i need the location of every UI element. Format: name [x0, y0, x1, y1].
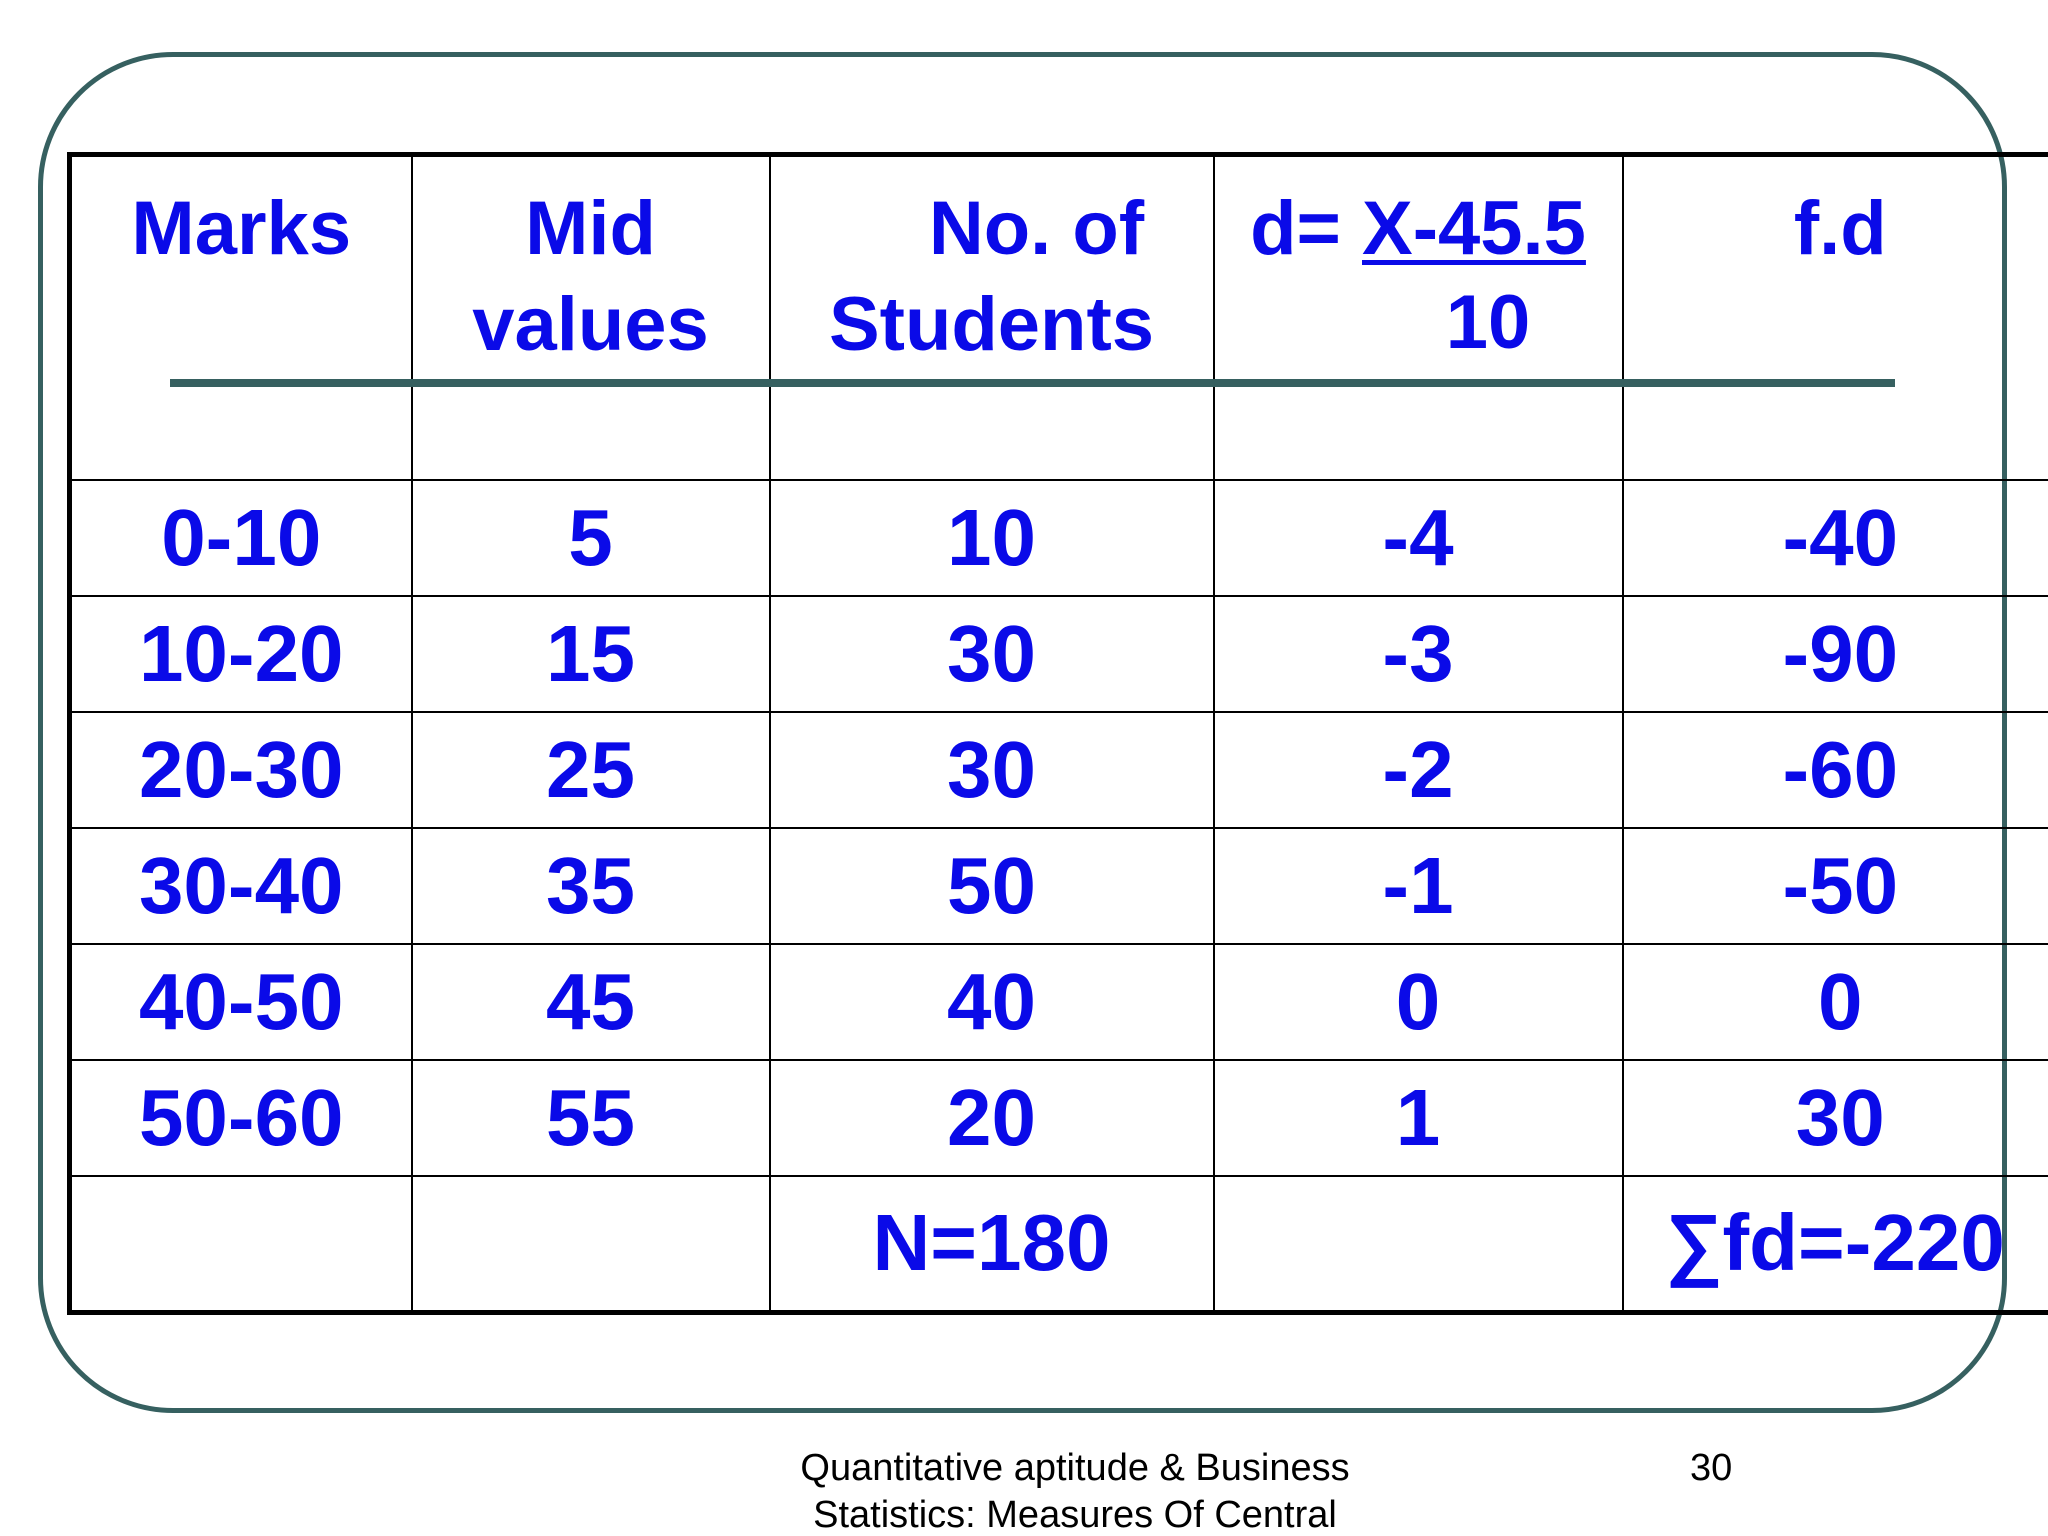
header-mid-values — [412, 155, 770, 480]
cell-empty — [412, 1176, 770, 1313]
cell-students: 50 — [770, 828, 1214, 944]
cell-fd: -50 — [1623, 828, 2048, 944]
cell-empty — [70, 1176, 412, 1313]
table-row — [70, 712, 2048, 828]
cell-students: 20 — [770, 1060, 1214, 1176]
header-d-formula — [1214, 155, 1623, 480]
cell-fd: 30 — [1623, 1060, 2048, 1176]
cell-marks: 50-60 — [70, 1060, 412, 1176]
header-marks — [70, 155, 412, 480]
cell-fd: -90 — [1623, 596, 2048, 712]
table-row — [70, 944, 2048, 1060]
cell-students: 30 — [770, 712, 1214, 828]
d-numerator: X-45.5 — [1362, 186, 1586, 271]
header-marks-label: Marks — [131, 186, 352, 271]
table-row — [70, 1060, 2048, 1176]
cell-d: 1 — [1214, 1060, 1623, 1176]
cell-mid-value: 5 — [412, 480, 770, 596]
page-number: 30 — [1690, 1447, 1733, 1489]
footer-caption — [760, 1445, 1390, 1536]
header-divider-rule — [170, 379, 1895, 387]
table-row — [70, 828, 2048, 944]
cell-fd: -40 — [1623, 480, 2048, 596]
cell-marks: 40-50 — [70, 944, 412, 1060]
cell-d: -1 — [1214, 828, 1623, 944]
cell-fd: -60 — [1623, 712, 2048, 828]
cell-students: 30 — [770, 596, 1214, 712]
footer-line1: Quantitative aptitude & Business — [800, 1447, 1350, 1489]
cell-mid-value: 35 — [412, 828, 770, 944]
cell-d: -2 — [1214, 712, 1623, 828]
header-fd-label: f.d — [1793, 186, 1887, 271]
d-prefix: d= — [1250, 186, 1362, 271]
header-mid-line2: values — [472, 282, 709, 367]
table-row — [70, 596, 2048, 712]
cell-mid-value: 45 — [412, 944, 770, 1060]
header-mid-line1: Mid — [525, 186, 656, 271]
d-denominator: 10 — [1445, 280, 1531, 365]
cell-mid-value: 55 — [412, 1060, 770, 1176]
header-students-line1: No. of — [928, 186, 1145, 271]
cell-mid-value: 25 — [412, 712, 770, 828]
header-fd — [1623, 155, 2048, 480]
total-sum-fd: ∑fd=-220 — [1623, 1176, 2048, 1313]
frequency-table — [67, 152, 2048, 1315]
cell-d: -3 — [1214, 596, 1623, 712]
table-row — [70, 480, 2048, 596]
cell-d: 0 — [1214, 944, 1623, 1060]
totals-row — [70, 1176, 2048, 1313]
cell-marks: 10-20 — [70, 596, 412, 712]
cell-marks: 0-10 — [70, 480, 412, 596]
cell-mid-value: 15 — [412, 596, 770, 712]
cell-students: 40 — [770, 944, 1214, 1060]
cell-students: 10 — [770, 480, 1214, 596]
d-formula — [1215, 181, 1622, 277]
cell-fd: 0 — [1623, 944, 2048, 1060]
cell-d: -4 — [1214, 480, 1623, 596]
cell-empty — [1214, 1176, 1623, 1313]
header-no-of-students — [770, 155, 1214, 480]
cell-marks: 20-30 — [70, 712, 412, 828]
header-students-line2: Students — [828, 282, 1155, 367]
header-row — [70, 155, 2048, 480]
footer-line2: Statistics: Measures Of Central — [813, 1494, 1337, 1536]
total-n: N=180 — [770, 1176, 1214, 1313]
cell-marks: 30-40 — [70, 828, 412, 944]
